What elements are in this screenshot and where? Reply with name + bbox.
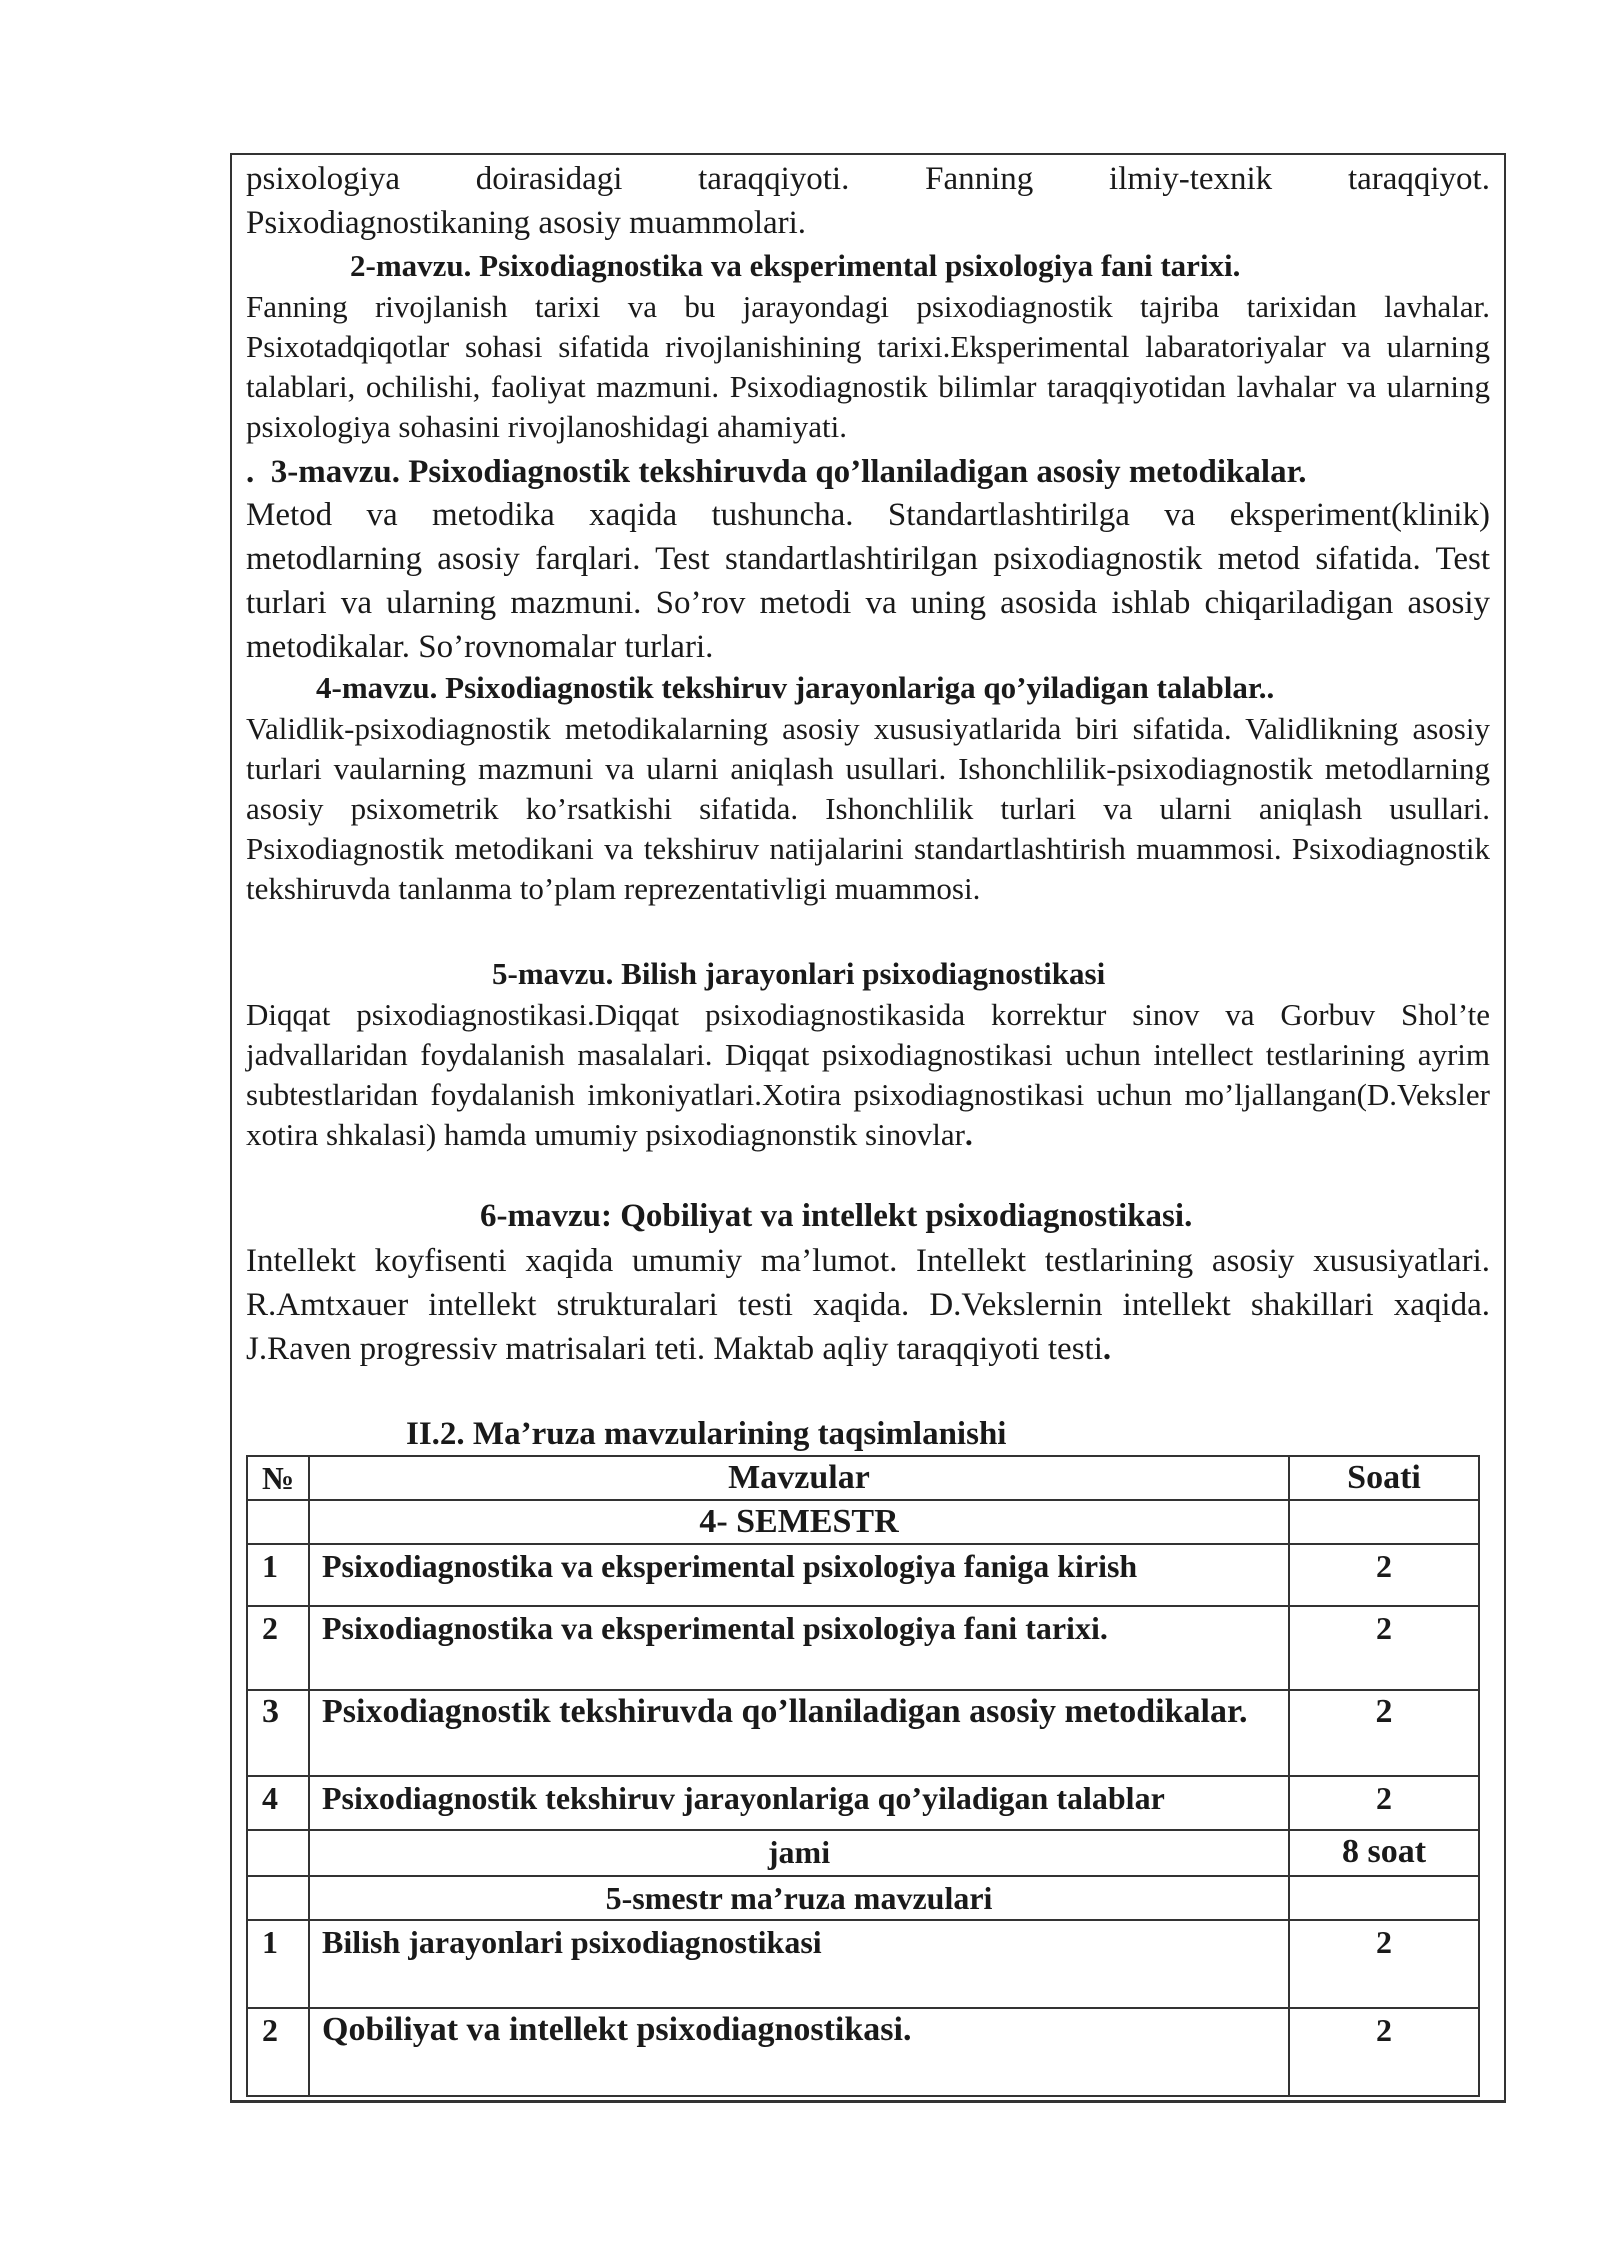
table-header-row <box>247 1456 1479 1500</box>
hours-cell: 2 <box>1289 1690 1479 1776</box>
table-title: II.2. Ma’ruza mavzularining taqsimlanishi <box>406 1416 1007 1452</box>
header-hours: Soati <box>1289 1456 1479 1500</box>
hours-cell: 2 <box>1289 1776 1479 1830</box>
hours-cell: 2 <box>1289 2008 1479 2096</box>
topic-5-heading: 5-mavzu. Bilish jarayonlari psixodiagnostikasi <box>492 956 1106 991</box>
topic-4-body: Validlik-psixodiagnostik metodikalarning asosiy xususiyatlarida biri sifatida. Validlikning asosiy turlari vaularning mazmuni va ularni aniqlash usullari. Ishonchlilik-psixodiagnostik metodlarning asosiy psixometrik ko’rsatkishi sifatida. Ishonchlilik turlari va ularni aniqlash usullari. Psixodiagnostik metodikani va tekshiruv natijalarini standartlashtirish muammosi. Psixodiagnostik tekshiruvda tanlanma to’plam reprezentativligi muammosi. <box>246 711 1490 906</box>
total-hours: 8 soat <box>1289 1830 1479 1876</box>
total-label: jami <box>309 1830 1289 1876</box>
table-row: 2 Qobiliyat va intellekt psixodiagnostikasi. 2 <box>247 2008 1479 2096</box>
header-number: № <box>247 1456 309 1500</box>
topic-2-body: Fanning rivojlanish tarixi va bu jarayondagi psixodiagnostik tajriba tarixidan lavhalar. Psixotadqiqotlar sohasi sifatida rivojlanishining tarixi.Eksperimental labaratoriyalar va ularning talablari, ochilishi, faoliyat mazmuni. Psixodiagnostik bilimlar taraqqiyotidan lavhalar va ularning psixologiya sohasini rivojlanoshidagi ahamiyati. <box>246 289 1490 444</box>
topic-3-body: Metod va metodika xaqida tushuncha. Standartlashtirilga va eksperiment(klinik) metodlarning asosiy farqlari. Test standartlashtirilgan psixodiagnostik metod sifatida. Test turlari va ularning mazmuni. So’rov metodi va uning asosida ishlab chiqariladigan asosiy metodikalar. So’rovnomalar turlari. <box>246 497 1490 665</box>
table-row: 1 Bilish jarayonlari psixodiagnostikasi 2 <box>247 1920 1479 2008</box>
intro-line-2: Psixodiagnostikaning asosiy muammolari. <box>246 205 807 241</box>
topic-cell: Psixodiagnostika va eksperimental psixologiya faniga kirish <box>309 1544 1289 1606</box>
topic-cell: Bilish jarayonlari psixodiagnostikasi <box>309 1920 1289 2008</box>
table-row: 3 Psixodiagnostik tekshiruvda qo’llaniladigan asosiy metodikalar. 2 <box>247 1690 1479 1776</box>
topic-cell: Psixodiagnostik tekshiruvda qo’llaniladigan asosiy metodikalar. <box>309 1690 1289 1776</box>
topic-6-body: Intellekt koyfisenti xaqida umumiy ma’lumot. Intellekt testlarining asosiy xususiyatlari. R.Amtxauer intellekt strukturalari testi xaqida. D.Vekslernin intellekt shakillari xaqida. J.Raven progressiv matrisalari teti. Maktab aqliy taraqqiyoti testi. <box>246 1243 1490 1367</box>
topic-6-heading: 6-mavzu: Qobiliyat va intellekt psixodiagnostikasi. <box>480 1198 1193 1234</box>
semester-4-row <box>247 1500 1479 1544</box>
semester-5-label: 5-smestr ma’ruza mavzulari <box>309 1876 1289 1920</box>
header-topics: Mavzular <box>309 1456 1289 1500</box>
table-row: 4 Psixodiagnostik tekshiruv jarayonlariga qo’yiladigan talablar 2 <box>247 1776 1479 1830</box>
page-frame <box>230 153 1506 2103</box>
hours-cell: 2 <box>1289 1606 1479 1690</box>
table-row: 1 Psixodiagnostika va eksperimental psixologiya faniga kirish 2 <box>247 1544 1479 1606</box>
lecture-topics-table <box>246 1455 1480 2097</box>
topic-cell: Psixodiagnostik tekshiruv jarayonlariga qo’yiladigan talablar <box>309 1776 1289 1830</box>
hours-cell: 2 <box>1289 1920 1479 2008</box>
hours-cell: 2 <box>1289 1544 1479 1606</box>
topic-cell: Qobiliyat va intellekt psixodiagnostikasi. <box>309 2008 1289 2096</box>
topic-cell: Psixodiagnostika va eksperimental psixologiya fani tarixi. <box>309 1606 1289 1690</box>
topic-4-heading: 4-mavzu. Psixodiagnostik tekshiruv jarayonlariga qo’yiladigan talablar.. <box>316 670 1275 705</box>
topic-3-heading: . 3-mavzu. Psixodiagnostik tekshiruvda qo’llaniladigan asosiy metodikalar. <box>246 454 1307 490</box>
topic-5-body: Diqqat psixodiagnostikasi.Diqqat psixodiagnostikasida korrektur sinov va Gorbuv Shol’te jadvallaridan foydalanish masalalari. Diqqat psixodiagnostikasi uchun intellect testlarining ayrim subtestlaridan foydalanish imkoniyatlari.Xotira psixodiagnostikasi uchun mo’ljallangan(D.Veksler xotira shkalasi) hamda umumiy psixodiagnonstik sinovlar. <box>246 997 1490 1152</box>
semester-4-label: 4- SEMESTR <box>309 1500 1289 1544</box>
intro-line-1: psixologiya doirasidagi taraqqiyoti. Fanning ilmiy-texnik taraqqiyot. <box>246 161 1490 197</box>
semester-5-row <box>247 1876 1479 1920</box>
topic-2-heading: 2-mavzu. Psixodiagnostika va eksperimental psixologiya fani tarixi. <box>350 248 1241 283</box>
total-row <box>247 1830 1479 1876</box>
table-row: 2 Psixodiagnostika va eksperimental psixologiya fani tarixi. 2 <box>247 1606 1479 1690</box>
